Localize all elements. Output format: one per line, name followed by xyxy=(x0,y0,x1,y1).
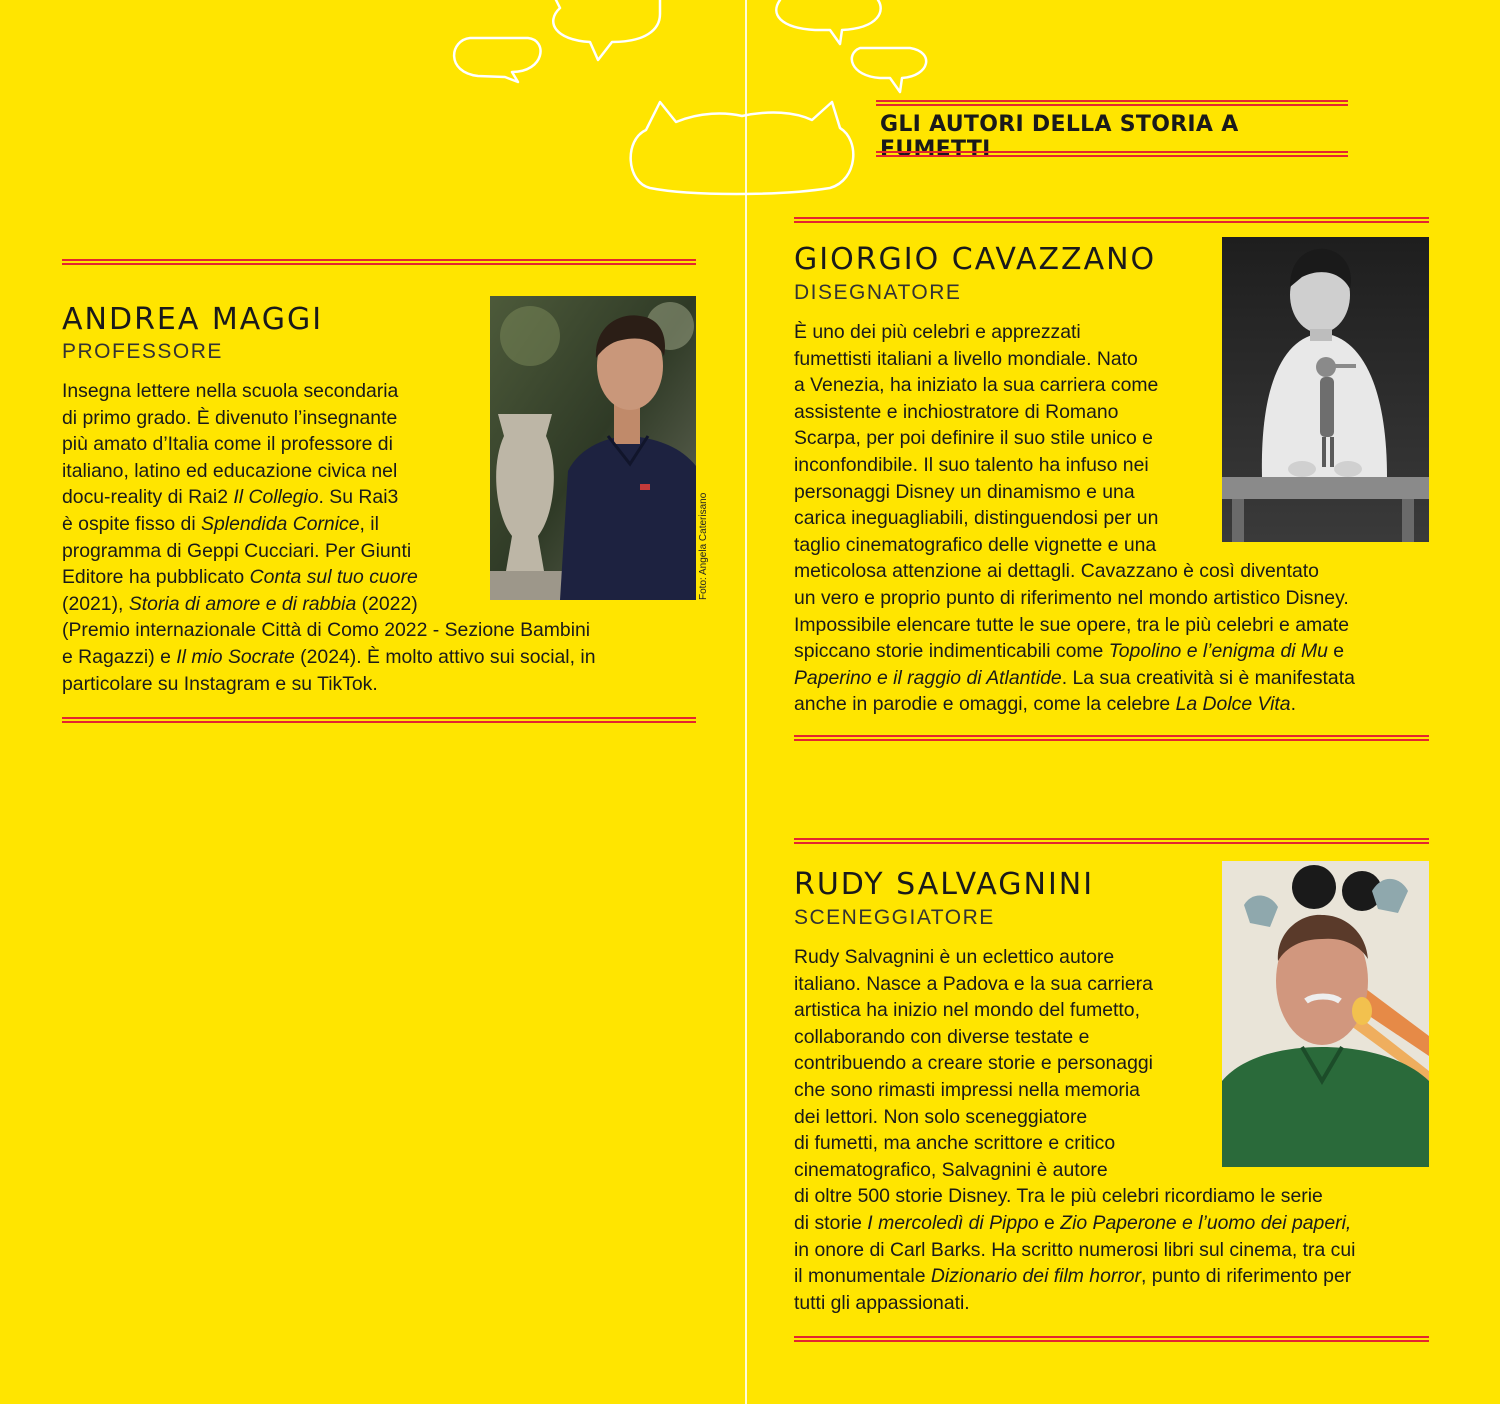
bio-line xyxy=(794,558,1319,585)
bio-text: assistente e inchiostratore di Romano xyxy=(794,400,1119,423)
bio-text: italiano. Nasce a Padova e la sua carriera xyxy=(794,972,1153,995)
bio-text: . xyxy=(1290,693,1296,716)
bio-line xyxy=(794,319,1081,346)
bio-text: di oltre 500 storie Disney. Tra le più celebri ricordiamo le serie xyxy=(794,1185,1323,1208)
bio-line xyxy=(62,591,418,618)
bio-line xyxy=(794,452,1149,479)
bio-text: anche in parodie e omaggi, come la celebre xyxy=(794,693,1176,716)
bio-text: Rudy Salvagnini è un eclettico autore xyxy=(794,946,1115,968)
author-role: PROFESSORE xyxy=(62,340,223,363)
bio-text: a Venezia, ha iniziato la sua carriera come xyxy=(794,374,1159,397)
bio-text: carica ineguagliabili, distinguendosi per un xyxy=(794,507,1159,530)
bio-text: Insegna lettere nella scuola secondaria xyxy=(62,380,399,402)
speech-bubble-icon xyxy=(553,0,660,60)
author-role: DISEGNATORE xyxy=(794,281,962,304)
bio-line xyxy=(62,644,595,671)
bio-text: un vero e proprio punto di riferimento nel mondo artistico Disney. xyxy=(794,587,1349,609)
bio-title-italic: La Dolce Vita xyxy=(1175,693,1291,716)
bio-title-italic: Paperino e il raggio di Atlantide xyxy=(794,666,1062,689)
bio-line xyxy=(794,532,1156,559)
bio-text: (2022) xyxy=(356,592,418,615)
bio-title-italic: Splendida Cornice xyxy=(201,513,360,535)
bio-text: taglio cinematografico delle vignette e una xyxy=(794,533,1157,556)
bio-text: contribuendo a creare storie e personaggi xyxy=(794,1052,1153,1075)
bio-text: tutti gli appassionati. xyxy=(794,1291,970,1314)
bio-text: italiano, latino ed educazione civica nel xyxy=(62,459,398,482)
bio-line xyxy=(794,612,1349,639)
bio-text: più amato d’Italia come il professore di xyxy=(62,433,393,456)
bio-text: inconfondibile. Il suo talento ha infuso nei xyxy=(794,454,1149,476)
bio-line xyxy=(794,1077,1140,1104)
header-rule-top xyxy=(876,100,1348,106)
bio-title-italic: Conta sul tuo cuore xyxy=(249,566,418,589)
bio-title-italic: Il Collegio xyxy=(233,486,319,509)
bio-text: programma di Geppi Cucciari. Per Giunti xyxy=(62,539,412,562)
bio-line xyxy=(794,638,1344,665)
bio-text: artistica ha inizio nel mondo del fumetto, xyxy=(794,999,1140,1022)
bio-line xyxy=(794,997,1140,1024)
author-role: SCENEGGIATORE xyxy=(794,906,995,929)
bio-text: fumettisti italiani a livello mondiale. Nato xyxy=(794,347,1138,370)
bio-text: , punto di riferimento per xyxy=(1141,1265,1352,1288)
bio-line xyxy=(62,378,398,405)
bio-line xyxy=(794,944,1114,971)
bio-line xyxy=(62,405,397,432)
bio-text: (2021), xyxy=(62,592,129,615)
bio-line xyxy=(794,1210,1351,1237)
bio-line xyxy=(62,511,379,538)
bio-text: il monumentale xyxy=(794,1265,931,1288)
bio-text: Scarpa, per poi definire il suo stile unico e xyxy=(794,427,1153,450)
bio-title-italic: Il mio Socrate xyxy=(176,646,295,668)
photo-credit: Foto: Angela Caterisano xyxy=(698,492,709,600)
bio-text: (2024). È molto attivo sui social, in xyxy=(294,646,596,668)
bio-line xyxy=(794,479,1135,506)
bio-text: spiccano storie indimenticabili come xyxy=(794,640,1109,663)
bio-title-italic: Zio Paperone e l’uomo dei paperi, xyxy=(1060,1212,1352,1234)
bio-text: personaggi Disney un dinamismo e una xyxy=(794,480,1135,503)
bio-text: . Su Rai3 xyxy=(318,486,399,509)
bio-line xyxy=(794,971,1153,998)
author-name: GIORGIO CAVAZZANO xyxy=(794,242,1157,277)
bio-line xyxy=(794,1290,970,1317)
author-photo xyxy=(490,296,696,600)
speech-bubble-icon xyxy=(776,0,880,44)
bio-text: Impossibile elencare tutte le sue opere, tra le più celebri e amate xyxy=(794,613,1350,636)
section-title: GLI AUTORI DELLA STORIA A FUMETTI xyxy=(880,112,1239,162)
bio-text: È uno dei più celebri e apprezzati xyxy=(794,321,1081,343)
bio-text: di fumetti, ma anche scrittore e critico xyxy=(794,1132,1116,1155)
author-rule-bottom xyxy=(794,1336,1429,1342)
page-fold-line xyxy=(745,0,747,1404)
bio-line xyxy=(794,691,1296,718)
bio-text: di primo grado. È divenuto l’insegnante xyxy=(62,406,398,429)
bio-title-italic: Storia di amore e di rabbia xyxy=(128,592,357,615)
author-name: RUDY SALVAGNINI xyxy=(794,867,1095,902)
bio-text: Editore ha pubblicato xyxy=(62,566,250,589)
bio-line xyxy=(62,671,378,698)
speech-bubble-icon xyxy=(454,38,540,82)
bio-text: (Premio internazionale Città di Como 2022 - Sezione Bambini xyxy=(62,619,591,642)
bio-line xyxy=(794,1183,1323,1210)
bio-text: in onore di Carl Barks. Ha scritto numerosi libri sul cinema, tra cui xyxy=(794,1238,1356,1261)
bio-text: e Ragazzi) e xyxy=(62,646,177,668)
bio-line xyxy=(794,346,1138,373)
bio-text: e xyxy=(1038,1212,1061,1234)
bio-text: cinematografico, Salvagnini è autore xyxy=(794,1158,1108,1181)
bio-text: docu-reality di Rai2 xyxy=(62,486,234,509)
bio-line xyxy=(794,1263,1351,1290)
author-rule-bottom xyxy=(62,717,696,723)
cat-face-bubble-icon xyxy=(631,102,854,194)
bio-line xyxy=(794,1130,1115,1157)
bio-text: che sono rimasti impressi nella memoria xyxy=(794,1079,1140,1101)
bio-line xyxy=(62,484,398,511)
bio-line xyxy=(62,431,393,458)
bio-line xyxy=(794,1050,1153,1077)
bio-line xyxy=(62,458,397,485)
bio-line xyxy=(62,564,418,591)
bio-line xyxy=(794,505,1158,532)
bio-text: è ospite fisso di xyxy=(62,513,202,535)
author-rule-top xyxy=(62,259,696,265)
bio-line xyxy=(794,372,1158,399)
bio-line xyxy=(794,1157,1108,1184)
bio-title-italic: Topolino e l’enigma di Mu xyxy=(1108,640,1328,663)
author-rule-bottom xyxy=(794,735,1429,741)
bio-text: particolare su Instagram e su TikTok. xyxy=(62,672,378,695)
bio-line xyxy=(62,538,411,565)
bio-text: , il xyxy=(359,513,379,535)
bio-text: collaborando con diverse testate e xyxy=(794,1025,1090,1048)
bio-line xyxy=(794,1024,1089,1051)
bio-line xyxy=(794,399,1118,426)
bio-text: meticolosa attenzione ai dettagli. Cavazzano è così diventato xyxy=(794,560,1319,583)
author-rule-top xyxy=(794,217,1429,223)
bio-line xyxy=(794,1237,1355,1264)
author-name: ANDREA MAGGI xyxy=(62,302,324,337)
header-rule-bottom xyxy=(876,151,1348,157)
bio-text: e xyxy=(1327,640,1345,663)
bio-line xyxy=(794,585,1349,612)
bio-text: dei lettori. Non solo sceneggiatore xyxy=(794,1105,1088,1128)
bio-line xyxy=(794,425,1153,452)
author-photo xyxy=(1222,861,1429,1167)
bio-line xyxy=(62,617,590,644)
bio-title-italic: I mercoledì di Pippo xyxy=(867,1212,1039,1234)
bio-line xyxy=(794,1104,1087,1131)
bio-text: . La sua creatività si è manifestata xyxy=(1061,666,1355,689)
author-rule-top xyxy=(794,838,1429,844)
bio-line xyxy=(794,665,1355,692)
speech-bubble-icon xyxy=(852,48,926,92)
bio-text: di storie xyxy=(794,1212,868,1234)
author-photo xyxy=(1222,237,1429,542)
bio-title-italic: Dizionario dei film horror xyxy=(930,1265,1142,1288)
